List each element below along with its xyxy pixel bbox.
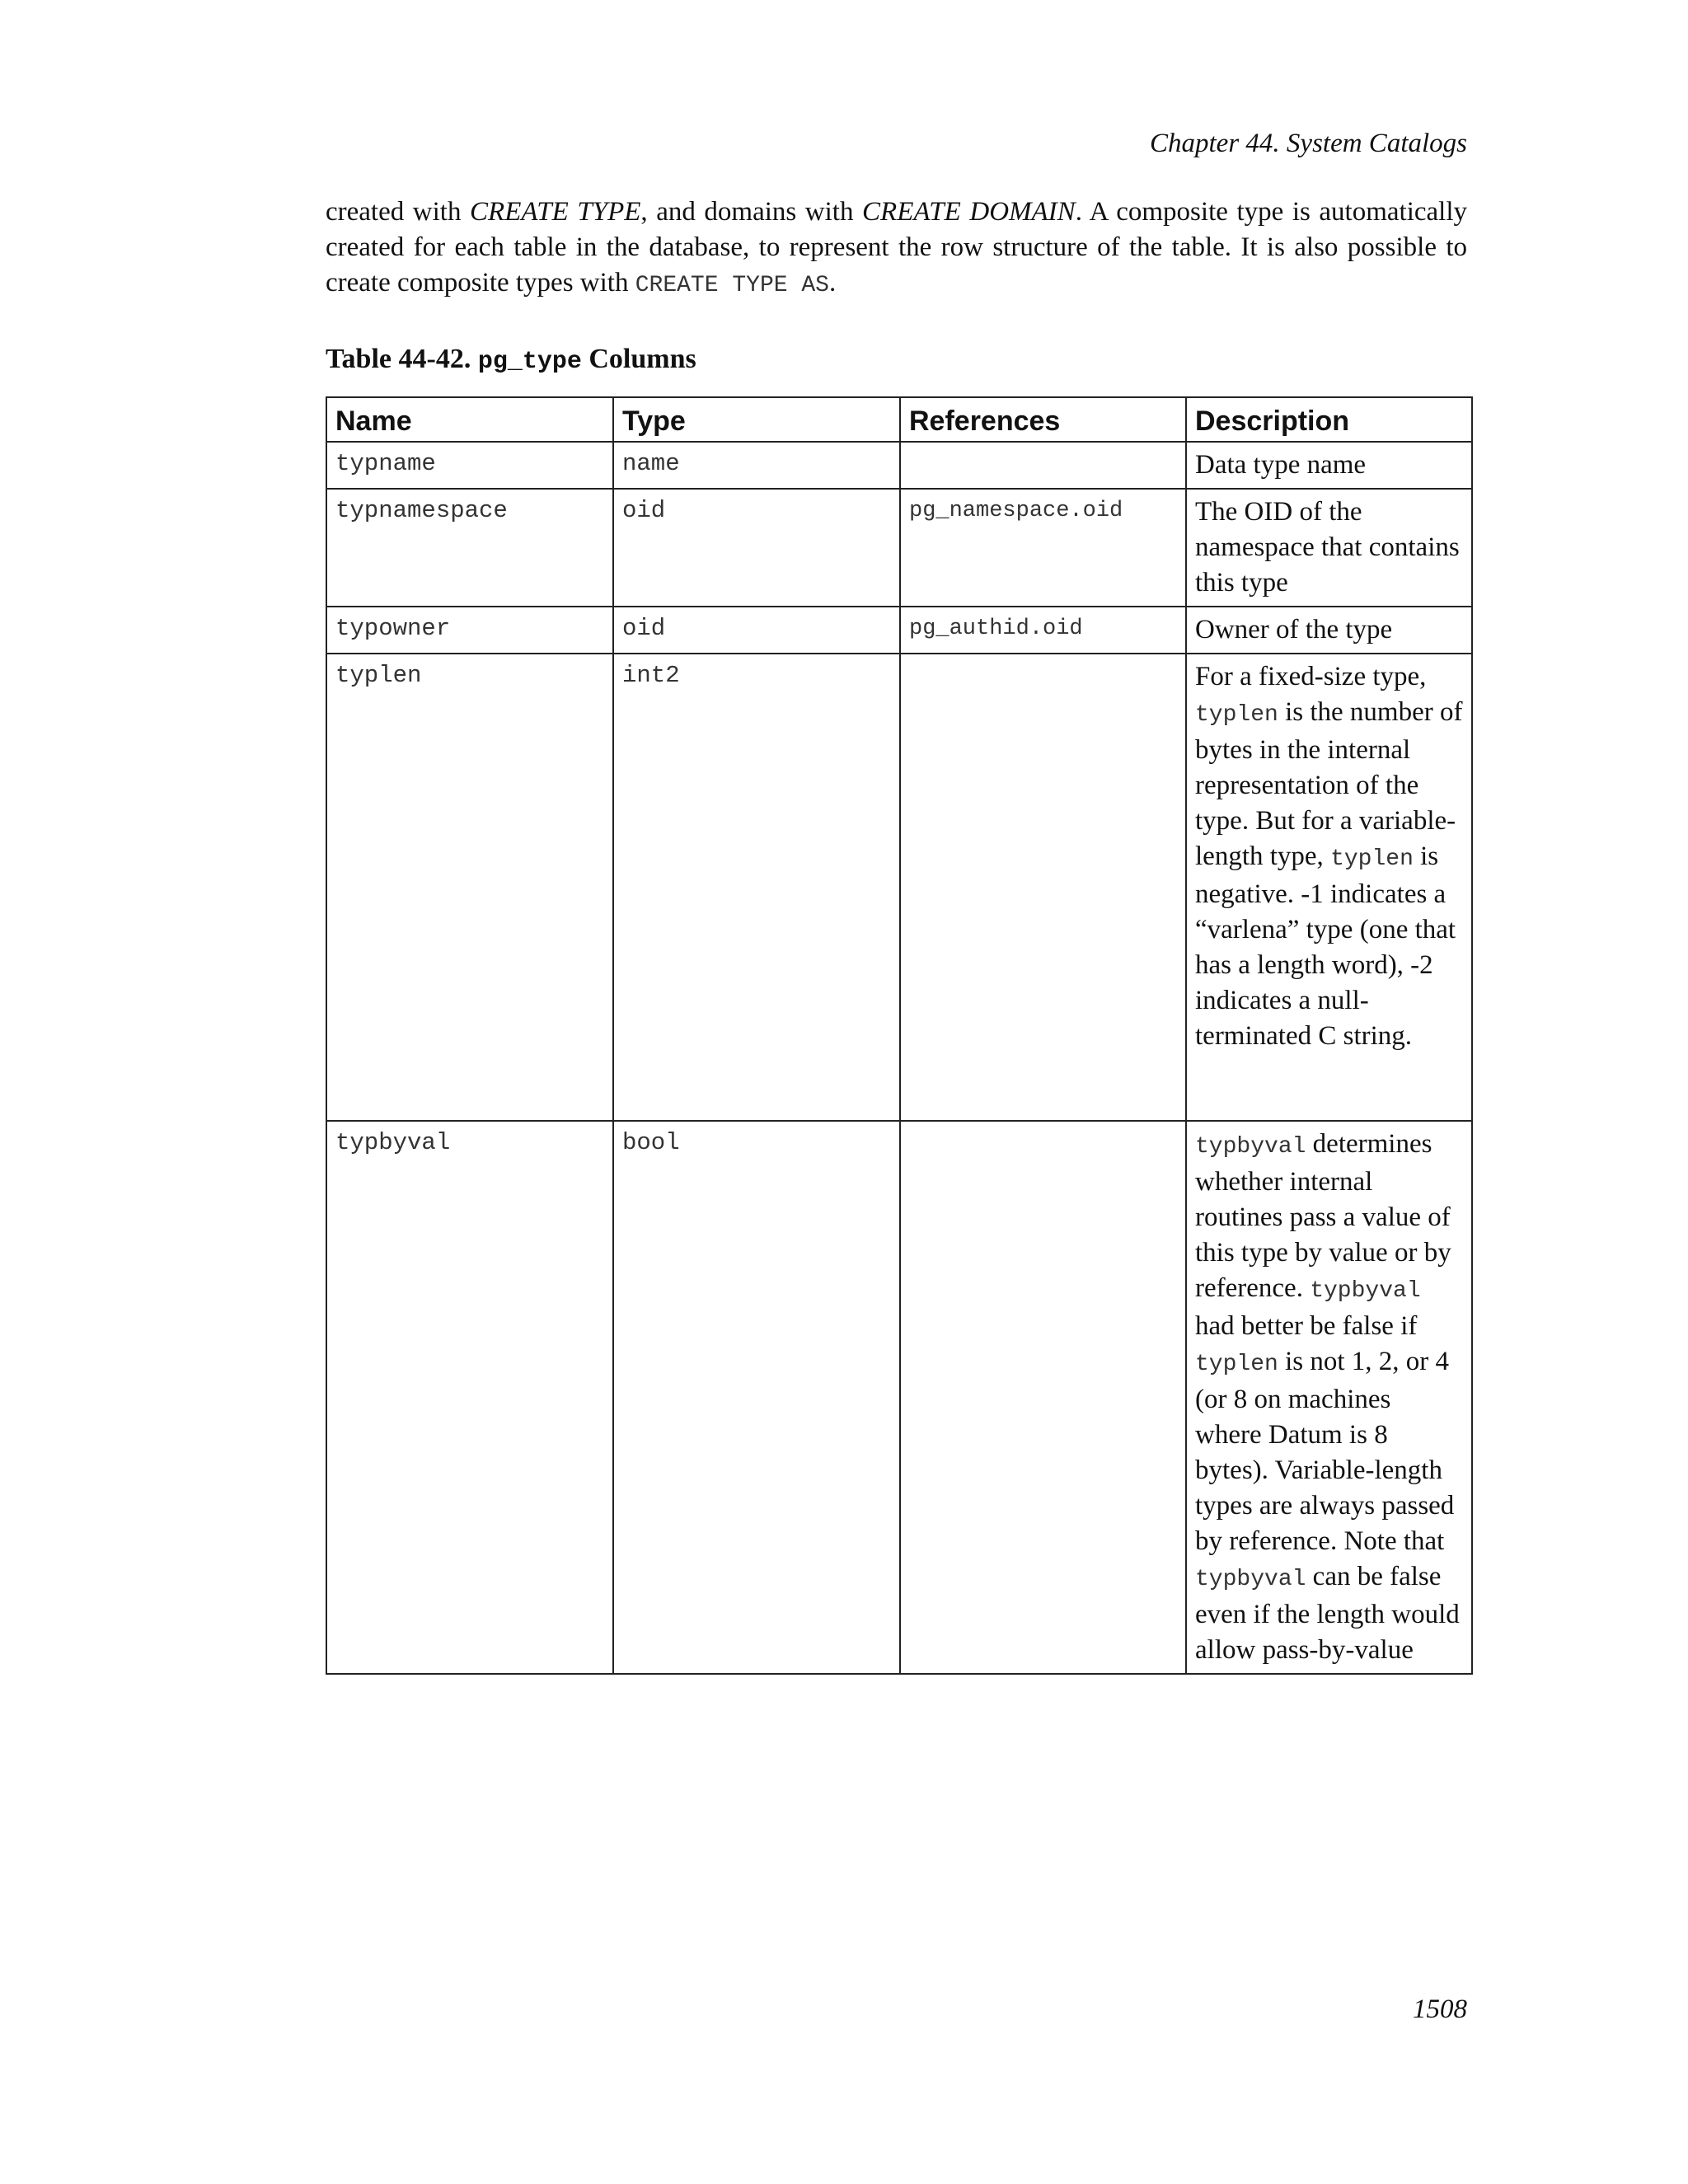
intro-paragraph [326,194,1467,303]
intro-text-2: , and domains with [640,197,863,227]
cell-name: typbyval [326,1121,613,1674]
table-header-row [326,397,1472,442]
cell-description [1186,654,1472,1121]
create-type-term: CREATE TYPE [470,197,641,227]
cell-description: Data type name [1186,442,1472,489]
intro-text-3: . A composite type is automatically created for each table in the database, to represent the row structure of the table. It is also possible to create composite types with [326,197,1467,298]
cell-references [900,1121,1186,1674]
description-text: determines whether internal routines pass a value of this type by value or by reference. [1195,1129,1451,1303]
table-row [326,442,1472,489]
intro-text-4: . [828,268,837,298]
description-code: typbyval [1195,1567,1306,1592]
cell-type: int2 [613,654,900,1121]
cell-references [900,442,1186,489]
description-text: had better be false if [1195,1311,1418,1341]
description-text: For a fixed-size type, [1195,662,1427,691]
column-header-references: References [900,397,1186,442]
cell-type: oid [613,607,900,654]
description-text: is the number of bytes in the internal representation of the type. But for a variable-length type, [1195,697,1463,871]
cell-type: name [613,442,900,489]
description-code: typbyval [1195,1134,1306,1160]
cell-type: oid [613,489,900,607]
table-caption-suffix: Columns [581,344,696,374]
cell-name: typowner [326,607,613,654]
cell-name: typnamespace [326,489,613,607]
running-header: Chapter 44. System Catalogs [1150,129,1467,158]
cell-references: pg_namespace.oid [900,489,1186,607]
description-text: is negative. -1 indicates a “varlena” type (one that has a length word), -2 indicates a null-terminated C string. [1195,841,1456,1051]
table-row [326,1121,1472,1674]
cell-name: typname [326,442,613,489]
column-header-name: Name [326,397,613,442]
table-row [326,489,1472,607]
cell-references: pg_authid.oid [900,607,1186,654]
table-caption-code: pg_type [477,348,582,376]
description-text: is not 1, 2, or 4 (or 8 on machines where Datum is 8 bytes). Variable-length types are always passed by reference. Note that [1195,1347,1455,1556]
create-domain-term: CREATE DOMAIN [862,197,1076,227]
create-type-as-code: CREATE TYPE AS [635,273,829,298]
column-header-description: Description [1186,397,1472,442]
cell-description [1186,1121,1472,1674]
cell-name: typlen [326,654,613,1121]
description-text: can be false even if the length would allow pass-by-value [1195,1562,1460,1665]
table-row [326,654,1472,1121]
cell-references [900,654,1186,1121]
column-header-type: Type [613,397,900,442]
cell-description: The OID of the namespace that contains this type [1186,489,1472,607]
description-code: typlen [1195,1352,1278,1377]
cell-description: Owner of the type [1186,607,1472,654]
table-caption-prefix: Table 44-42. [326,344,478,374]
cell-type: bool [613,1121,900,1674]
description-code: typlen [1195,702,1278,728]
intro-text-1: created with [326,197,471,227]
description-code: typlen [1330,846,1414,872]
description-code: typbyval [1310,1278,1421,1304]
pg-type-columns-table [326,396,1473,1675]
page-number: 1508 [1413,1994,1467,2024]
table-caption [326,341,696,380]
table-row [326,607,1472,654]
